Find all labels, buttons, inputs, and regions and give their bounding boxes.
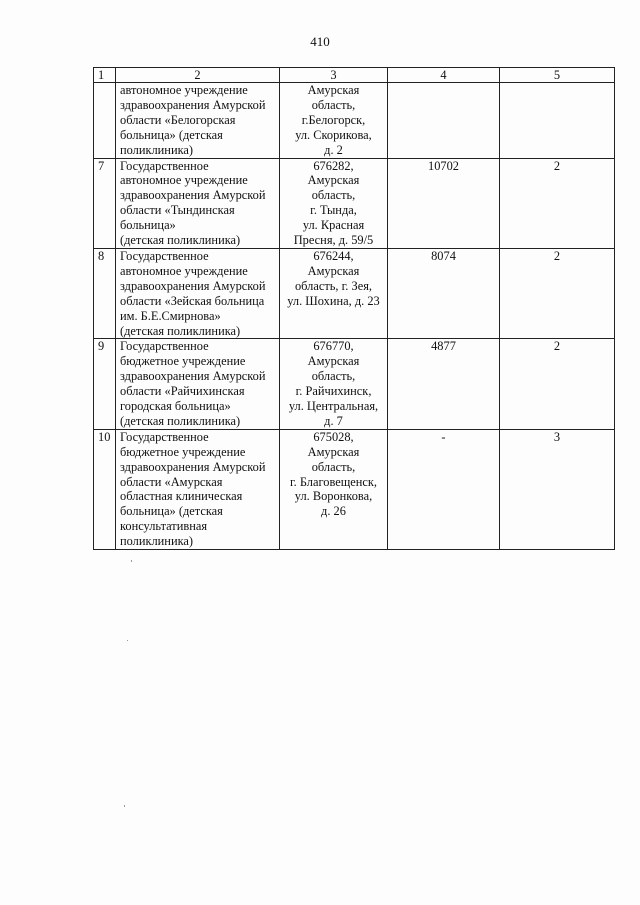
column-header-count: 5 (500, 68, 615, 83)
institution-name: Государственное бюджетное учреждение здравоохранения Амурской области «Амурская областная клиническая больница» (детская консультативная поликлиника) (116, 429, 280, 549)
institution-name: автономное учреждение здравоохранения Амурской области «Белогорская больница» (детская поликлиника) (116, 83, 280, 159)
scan-speck (131, 560, 132, 562)
page-number: 410 (310, 34, 330, 49)
table-header-row (94, 68, 615, 83)
column-header-capacity: 4 (388, 68, 500, 83)
row-number (94, 83, 116, 159)
institution-address: 676282, Амурская область, г. Тында, ул. Красная Пресня, д. 59/5 (280, 158, 388, 248)
column-header-name: 2 (116, 68, 280, 83)
facilities-table (93, 67, 615, 550)
table-row (94, 248, 615, 338)
row-number: 10 (94, 429, 116, 549)
capacity-value: 10702 (388, 158, 500, 248)
institution-address: 675028, Амурская область, г. Благовещенск, ул. Воронкова, д. 26 (280, 429, 388, 549)
capacity-value (388, 83, 500, 159)
table-row (94, 158, 615, 248)
table-row (94, 83, 615, 159)
count-value: 2 (500, 339, 615, 429)
institution-name: Государственное автономное учреждение здравоохранения Амурской области «Тындинская больница» (детская поликлиника) (116, 158, 280, 248)
scan-speck (127, 640, 128, 641)
row-number: 9 (94, 339, 116, 429)
institution-address: 676244, Амурская область, г. Зея, ул. Шохина, д. 23 (280, 248, 388, 338)
capacity-value: 4877 (388, 339, 500, 429)
count-value: 3 (500, 429, 615, 549)
institution-address: Амурская область, г.Белогорск, ул. Скорикова, д. 2 (280, 83, 388, 159)
scan-speck (124, 805, 125, 807)
table-row (94, 429, 615, 549)
count-value (500, 83, 615, 159)
institution-address: 676770, Амурская область, г. Райчихинск, ул. Центральная, д. 7 (280, 339, 388, 429)
count-value: 2 (500, 158, 615, 248)
column-header-number: 1 (94, 68, 116, 83)
row-number: 7 (94, 158, 116, 248)
count-value: 2 (500, 248, 615, 338)
capacity-value: 8074 (388, 248, 500, 338)
row-number: 8 (94, 248, 116, 338)
column-header-address: 3 (280, 68, 388, 83)
institution-name: Государственное бюджетное учреждение здравоохранения Амурской области «Райчихинская городская больница» (детская поликлиника) (116, 339, 280, 429)
institution-name: Государственное автономное учреждение здравоохранения Амурской области «Зейская больница им. Б.Е.Смирнова» (детская поликлиника) (116, 248, 280, 338)
table-row (94, 339, 615, 429)
capacity-value: - (388, 429, 500, 549)
